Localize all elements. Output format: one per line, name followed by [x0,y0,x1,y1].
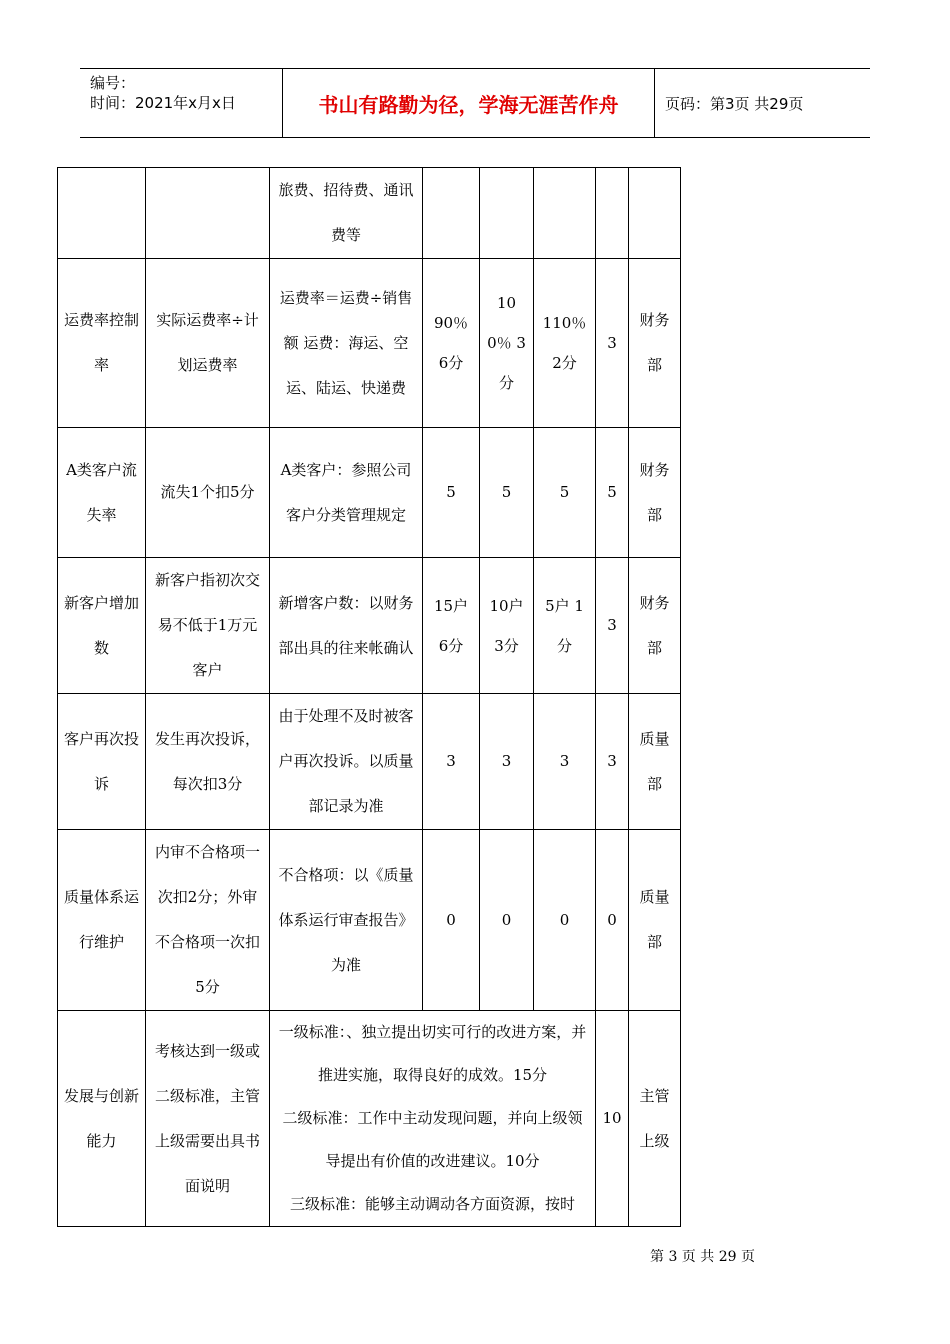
cell-value-3: 5户 1分 [534,558,596,694]
cell-value-1: 90％ 6分 [423,259,480,428]
cell-value-3: 3 [534,694,596,830]
cell-value-1: 5 [423,428,480,558]
cell-weight: 0 [596,830,629,1011]
cell-value-2: 0 [480,830,534,1011]
cell-value-2: 100％ 3分 [480,259,534,428]
cell-formula: 新客户指初次交易不低于1万元客户 [146,558,270,694]
cell-weight: 3 [596,694,629,830]
standard-level-2: 二级标准：工作中主动发现问题，并向上级领导提出有价值的改进建议。10分 [282,1109,583,1170]
header-left [80,69,282,137]
cell-value-2: 3 [480,694,534,830]
header-motto: 书山有路勤为径，学海无涯苦作舟 [282,69,655,137]
header-page-info: 页码：第3页 共29页 [665,94,804,113]
cell-indicator: 发展与创新能力 [58,1011,146,1227]
cell-description: A类客户：参照公司客户分类管理规定 [270,428,423,558]
table-row [58,1011,681,1227]
page-footer: 第 3 页 共 29 页 [650,1249,755,1265]
assessment-table [57,167,681,1227]
cell-department: 质量部 [629,830,681,1011]
table-row [58,830,681,1011]
cell-value-1: 3 [423,694,480,830]
table-row [58,428,681,558]
cell-formula: 内审不合格项一次扣2分；外审不合格项一次扣5分 [146,830,270,1011]
document-time: 时间：2021年x月x日 [90,94,236,112]
cell-value-3: 5 [534,428,596,558]
cell-indicator: A类客户流失率 [58,428,146,558]
cell-weight [596,168,629,259]
cell-value-2: 5 [480,428,534,558]
table-row [58,694,681,830]
cell-description: 运费率＝运费÷销售额 运费：海运、空运、陆运、快递费 [270,259,423,428]
cell-formula: 实际运费率÷计划运费率 [146,259,270,428]
cell-value-2 [480,168,534,259]
table-row [58,558,681,694]
cell-value-1: 0 [423,830,480,1011]
cell-indicator: 运费率控制率 [58,259,146,428]
cell-department [629,168,681,259]
cell-indicator: 新客户增加数 [58,558,146,694]
table-row [58,168,681,259]
cell-weight: 5 [596,428,629,558]
cell-indicator: 客户再次投诉 [58,694,146,830]
cell-department: 财务部 [629,428,681,558]
cell-description: 由于处理不及时被客户再次投诉。以质量部记录为准 [270,694,423,830]
cell-formula: 发生再次投诉，每次扣3分 [146,694,270,830]
cell-standards [270,1011,596,1227]
cell-formula: 流失1个扣5分 [146,428,270,558]
standard-level-3: 三级标准：能够主动调动各方面资源，按时 [289,1195,575,1213]
cell-indicator: 质量体系运行维护 [58,830,146,1011]
cell-indicator [58,168,146,259]
cell-value-3 [534,168,596,259]
cell-value-3: 110％ 2分 [534,259,596,428]
cell-weight: 10 [596,1011,629,1227]
cell-description: 不合格项：以《质量体系运行审查报告》为准 [270,830,423,1011]
cell-description: 旅费、招待费、通讯费等 [270,168,423,259]
cell-value-3: 0 [534,830,596,1011]
cell-formula [146,168,270,259]
cell-weight: 3 [596,259,629,428]
cell-weight: 3 [596,558,629,694]
cell-value-1: 15户 6分 [423,558,480,694]
cell-value-2: 10户 3分 [480,558,534,694]
cell-department: 财务部 [629,259,681,428]
document-number-label: 编号： [90,74,136,92]
cell-value-1 [423,168,480,259]
page-header [80,68,870,138]
cell-formula: 考核达到一级或二级标准，主管上级需要出具书面说明 [146,1011,270,1227]
cell-description: 新增客户数：以财务部出具的往来帐确认 [270,558,423,694]
cell-department: 财务部 [629,558,681,694]
standard-level-1: 一级标准：、独立提出切实可行的改进方案，并推进实施，取得良好的成效。15分 [278,1023,587,1084]
table-row [58,259,681,428]
cell-department: 质量部 [629,694,681,830]
cell-department: 主管上级 [629,1011,681,1227]
